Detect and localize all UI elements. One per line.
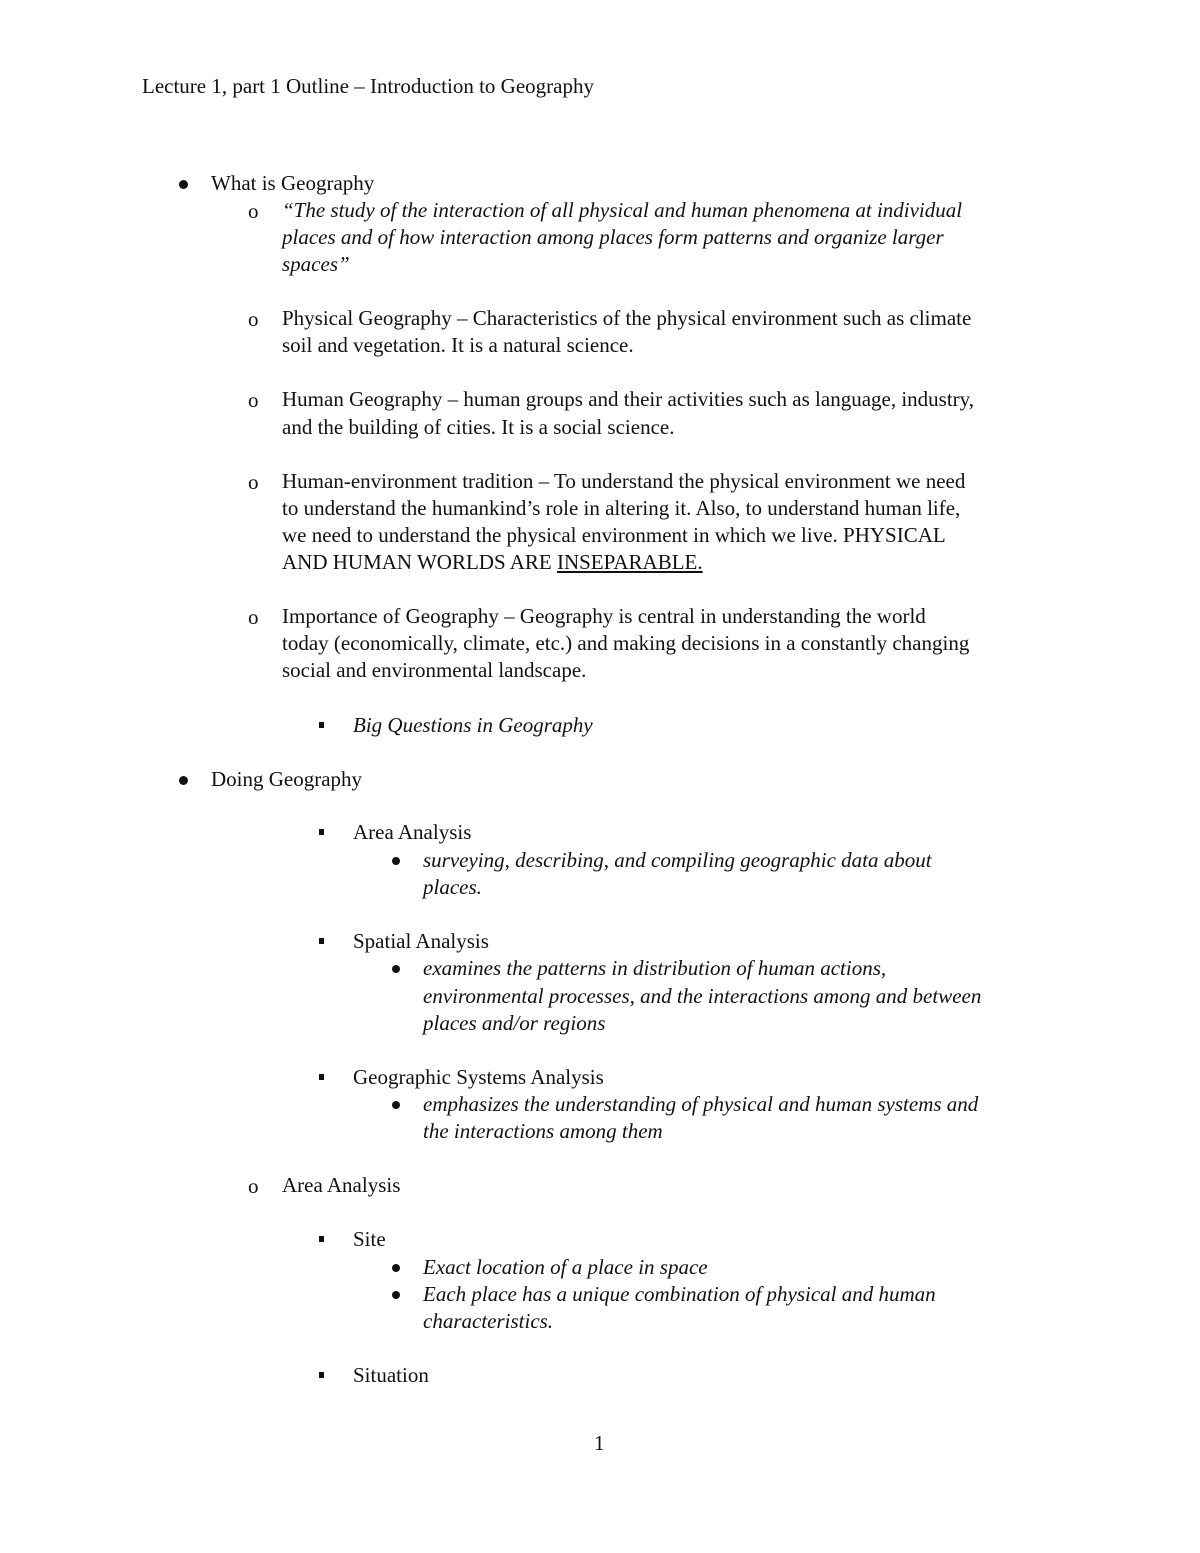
human-environment-line: Human-environment tradition – To understand the physical environment we need [282, 469, 966, 493]
page-title: Lecture 1, part 1 Outline – Introduction to Geography [142, 74, 594, 98]
area-analysis-item: Area Analysis [353, 820, 472, 844]
inseparable-prefix: AND HUMAN WORLDS ARE [282, 550, 557, 574]
square-bullet-icon [319, 1372, 324, 1378]
area-analysis-desc-line: places. [423, 875, 482, 899]
bullet-dot-icon [392, 965, 400, 973]
square-bullet-icon [319, 1236, 324, 1242]
site-item: Site [353, 1227, 386, 1251]
circle-bullet-icon: o [248, 307, 259, 331]
page-number: 1 [594, 1431, 605, 1455]
definition-line: spaces” [282, 252, 350, 276]
area-analysis-desc-line: surveying, describing, and compiling geographic data about [423, 848, 932, 872]
area-analysis-heading: Area Analysis [282, 1173, 401, 1197]
site-desc-line: Exact location of a place in space [423, 1255, 708, 1279]
heading-doing-geography: Doing Geography [211, 767, 363, 791]
bullet-dot-icon [179, 180, 188, 189]
circle-bullet-icon: o [248, 605, 259, 629]
heading-what-is-geography: What is Geography [211, 171, 375, 195]
site-desc-line: Each place has a unique combination of physical and human [423, 1282, 936, 1306]
bullet-dot-icon [392, 1291, 400, 1299]
inseparable-emphasis: INSEPARABLE. [556, 550, 703, 574]
circle-bullet-icon: o [248, 470, 259, 494]
big-questions-item: Big Questions in Geography [353, 713, 593, 737]
bullet-dot-icon [179, 776, 188, 785]
spatial-analysis-desc-line: places and/or regions [423, 1011, 606, 1035]
systems-analysis-desc-line: emphasizes the understanding of physical and human systems and [423, 1092, 979, 1116]
site-desc-line: characteristics. [423, 1309, 554, 1333]
systems-analysis-item: Geographic Systems Analysis [353, 1065, 604, 1089]
systems-analysis-desc-line: the interactions among them [423, 1119, 663, 1143]
bullet-dot-icon [392, 1264, 400, 1272]
human-geography-line: and the building of cities. It is a social science. [282, 415, 675, 439]
human-geography-line: Human Geography – human groups and their activities such as language, industry, [282, 387, 975, 411]
square-bullet-icon [319, 938, 324, 944]
square-bullet-icon [319, 829, 324, 835]
situation-item: Situation [353, 1363, 429, 1387]
square-bullet-icon [319, 722, 324, 728]
importance-line: today (economically, climate, etc.) and making decisions in a constantly changing [282, 631, 970, 655]
bullet-dot-icon [392, 1101, 400, 1109]
definition-line: places and of how interaction among places form patterns and organize larger [282, 225, 944, 249]
physical-geography-line: Physical Geography – Characteristics of the physical environment such as climate [282, 306, 972, 330]
physical-geography-line: soil and vegetation. It is a natural science. [282, 333, 634, 357]
square-bullet-icon [319, 1074, 324, 1080]
definition-line: “The study of the interaction of all physical and human phenomena at individual [282, 198, 963, 222]
circle-bullet-icon: o [248, 199, 259, 223]
spatial-analysis-item: Spatial Analysis [353, 929, 489, 953]
circle-bullet-icon: o [248, 1174, 259, 1198]
circle-bullet-icon: o [248, 388, 259, 412]
importance-line: Importance of Geography – Geography is central in understanding the world [282, 604, 926, 628]
human-environment-line: we need to understand the physical environment in which we live. PHYSICAL [282, 523, 946, 547]
bullet-dot-icon [392, 857, 400, 865]
human-environment-line [282, 549, 703, 576]
human-environment-line: to understand the humankind’s role in altering it. Also, to understand human life, [282, 496, 961, 520]
importance-line: social and environmental landscape. [282, 658, 587, 682]
spatial-analysis-desc-line: environmental processes, and the interactions among and between [423, 984, 982, 1008]
spatial-analysis-desc-line: examines the patterns in distribution of human actions, [423, 956, 887, 980]
